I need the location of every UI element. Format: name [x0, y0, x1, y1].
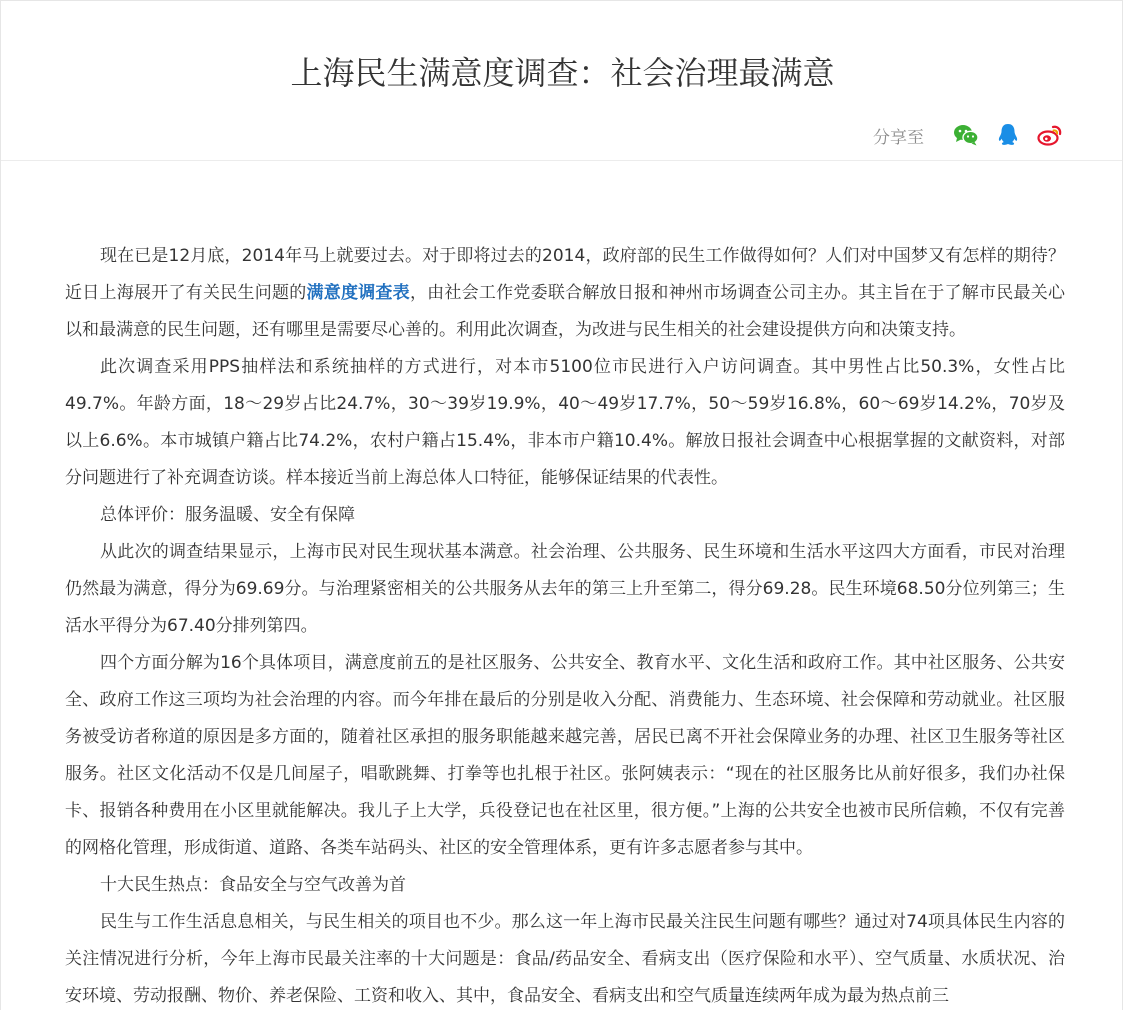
- section-heading: 总体评价：服务温暖、安全有保障: [100, 505, 355, 525]
- section-heading: 十大民生热点：食品安全与空气改善为首: [100, 875, 406, 895]
- paragraph: 从此次的调查结果显示，上海市民对民生现状基本满意。社会治理、公共服务、民生环境和生活水平这四大方面看，市民对治理仍然最为满意，得分为69.69分。与治理紧密相关的公共服务从去年的第三上升至第二，得分69.28。民生环境68.50分位列第三；生活水平得分为67.40分排列第四。: [65, 542, 1065, 636]
- article-header: [1, 1, 1123, 161]
- share-bar: [873, 119, 1064, 151]
- paragraph-text: ，由社会工作党委联合解放日报和神州市场调查公司主办。其主旨在于了解市民最关心以和最满意的民生问题，还有哪里是需要尽心善的。利用此次调查，为改进与民生相关的社会建设提供方向和决策支持。: [65, 283, 1066, 340]
- wechat-icon[interactable]: [952, 121, 980, 149]
- article-body: [65, 238, 1065, 1010]
- paragraph: 四个方面分解为16个具体项目，满意度前五的是社区服务、公共安全、教育水平、文化生活和政府工作。其中社区服务、公共安全、政府工作这三项均为社会治理的内容。而今年排在最后的分别是收入分配、消费能力、生态环境、社会保障和劳动就业。社区服务被受访者称道的原因是多方面的，随着社区承担的服务职能越来越完善，居民已离不开社会保障业务的办理、社区卫生服务等社区服务。社区文化活动不仅是几间屋子，唱歌跳舞、打拳等也扎根于社区。张阿姨表示：“现在的社区服务比从前好很多，我们办社保卡、报销各种费用在小区里就能解决。我儿子上大学，兵役登记也在社区里，很方便。”上海的公共安全也被市民所信赖，不仅有完善的网格化管理，形成街道、道路、各类车站码头、社区的安全管理体系，更有许多志愿者参与其中。: [65, 653, 1065, 858]
- qq-icon[interactable]: [994, 121, 1022, 149]
- survey-link[interactable]: 满意度调查表: [306, 283, 410, 303]
- paragraph: [65, 238, 1065, 349]
- paragraph-text: 现在已是12月底，2014年马上就要过去。对于即将过去的2014，政府部的民生工作做得如何？人们对中国梦又有怎样的期待？近日上海展开了有关民生问题的: [65, 246, 1065, 303]
- paragraph: 民生与工作生活息息相关，与民生相关的项目也不少。那么这一年上海市民最关注民生问题有哪些？通过对74项具体民生内容的关注情况进行分析，今年上海市民最关注率的十大问题是：食品/药品安全、看病支出（医疗保险和水平）、空气质量、水质状况、治安环境、劳动报酬、物价、养老保险、工资和收入、其中，食品安全、看病支出和空气质量连续两年成为最为热点前三: [65, 912, 1065, 1006]
- paragraph: 此次调查采用PPS抽样法和系统抽样的方式进行，对本市5100位市民进行入户访问调查。其中男性占比50.3%，女性占比49.7%。年龄方面，18～29岁占比24.7%，30～39岁19.9%，40～49岁17.7%，50～59岁16.8%，60～69岁14.2%，70岁及以上6.6%。本市城镇户籍占比74.2%，农村户籍占15.4%，非本市户籍10.4%。解放日报社会调查中心根据掌握的文献资料，对部分问题进行了补充调查访谈。样本接近当前上海总体人口特征，能够保证结果的代表性。: [65, 357, 1065, 488]
- article-title: 上海民生满意度调查：社会治理最满意: [290, 54, 835, 92]
- weibo-icon[interactable]: [1036, 121, 1064, 149]
- share-label: 分享至: [873, 127, 924, 148]
